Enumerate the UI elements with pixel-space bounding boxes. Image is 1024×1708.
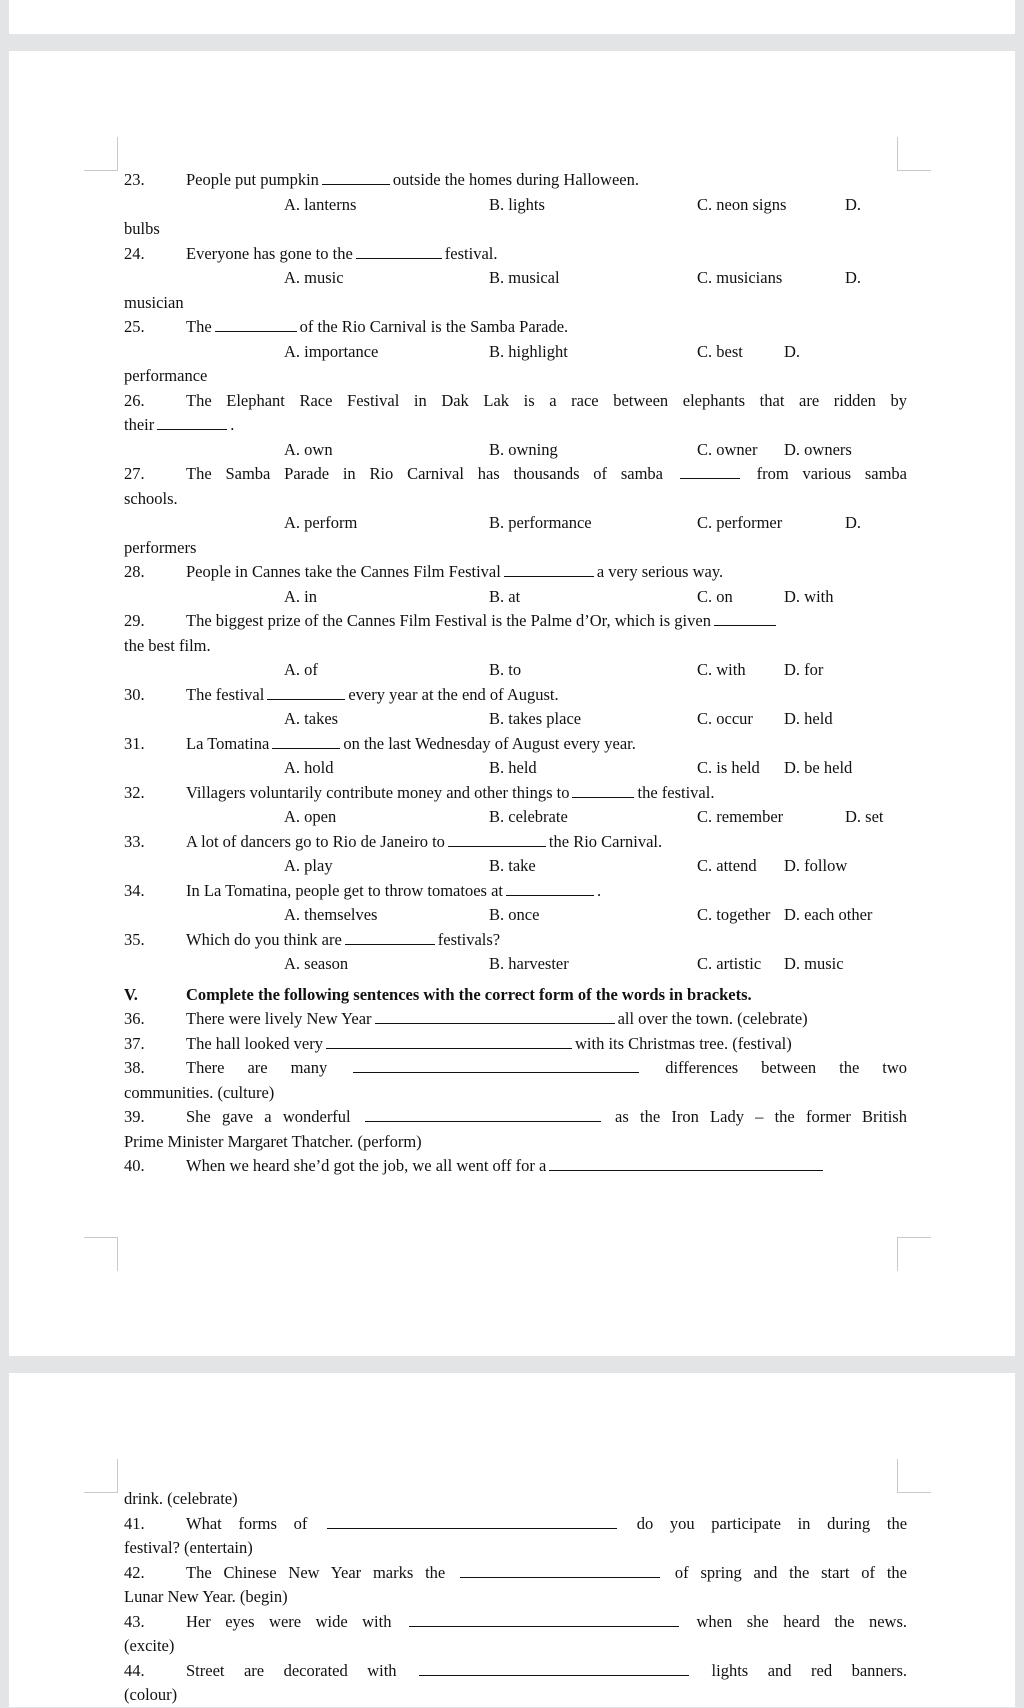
question-text: The Chinese New Year marks the	[186, 1562, 446, 1582]
question-number: 31.	[124, 733, 145, 753]
question-number: 44.	[124, 1660, 145, 1680]
page-content	[124, 1487, 907, 1708]
option-b: B. to	[489, 660, 522, 679]
options-24	[124, 266, 907, 291]
question-text: the festival.	[637, 782, 715, 802]
options-33	[124, 854, 907, 879]
previous-page	[9, 0, 1015, 34]
question-text: of spring and the start of the	[674, 1562, 908, 1582]
answer-blank[interactable]	[448, 831, 546, 847]
question-text: .	[597, 880, 602, 900]
option-a: A. in	[284, 586, 317, 606]
question-39	[124, 1105, 907, 1130]
option-c: C. occur	[697, 709, 753, 728]
question-text: all over the town. (celebrate)	[617, 1009, 808, 1028]
question-text: on the last Wednesday of August every year.	[343, 733, 636, 753]
question-text: festivals?	[437, 929, 501, 949]
question-text: The festival	[186, 684, 265, 704]
option-b: B. at	[489, 586, 521, 606]
option-b: B. highlight	[489, 341, 568, 361]
question-text: She gave a wonderful	[186, 1107, 351, 1126]
options-32	[124, 805, 907, 830]
question-text: .	[230, 415, 235, 434]
section-v-heading	[124, 983, 907, 1008]
options-27	[124, 511, 907, 536]
question-text: People in Cannes take the Cannes Film Festival	[186, 562, 501, 581]
question-text: Villagers voluntarily contribute money and other things to	[186, 782, 570, 802]
option-b: B. lights	[489, 194, 545, 214]
question-text: When we heard she’d got the job, we all went off for a	[186, 1156, 547, 1175]
question-number: 40.	[124, 1156, 145, 1175]
answer-blank[interactable]	[327, 1513, 617, 1529]
answer-blank[interactable]	[409, 1611, 679, 1627]
question-text: every year at the end of August.	[348, 684, 559, 704]
next-page	[9, 1373, 1015, 1707]
option-d: D.	[784, 341, 801, 361]
options-31	[124, 756, 907, 781]
option-c: C. neon signs	[697, 194, 787, 214]
corner-mark-top-left	[84, 1459, 118, 1493]
answer-blank[interactable]	[714, 610, 776, 626]
question-text: Everyone has gone to the	[186, 243, 353, 263]
options-23	[124, 193, 907, 218]
corner-mark-bottom-left	[84, 1237, 118, 1271]
question-text: There were lively New Year	[186, 1009, 372, 1028]
question-27	[124, 462, 907, 487]
option-b: B. held	[489, 758, 537, 777]
answer-blank[interactable]	[272, 733, 340, 749]
question-40-wrap: drink. (celebrate)	[124, 1489, 238, 1508]
question-number: 34.	[124, 880, 145, 900]
answer-blank[interactable]	[549, 1155, 823, 1171]
option-d: D. owners	[784, 439, 852, 459]
option-a: A. season	[284, 954, 349, 973]
question-25	[124, 315, 907, 340]
page-content	[124, 168, 907, 1179]
option-c: C. attend	[697, 856, 757, 875]
option-a: A. hold	[284, 758, 334, 777]
option-c: C. is held	[697, 758, 760, 777]
answer-blank[interactable]	[157, 414, 227, 430]
option-c: C. artistic	[697, 954, 762, 973]
question-44	[124, 1659, 907, 1684]
option-c: C. owner	[697, 439, 758, 459]
answer-blank[interactable]	[504, 561, 594, 577]
option-d-wrap: musician	[124, 292, 184, 312]
option-c: C. remember	[697, 807, 784, 826]
question-30	[124, 683, 907, 708]
question-text: There are many	[186, 1058, 328, 1077]
question-text: outside the homes during Halloween.	[392, 170, 639, 189]
option-d-wrap: performers	[124, 537, 197, 557]
option-d: D. for	[784, 660, 824, 679]
option-d: D. follow	[784, 856, 848, 875]
option-a: A. music	[284, 268, 344, 287]
question-32	[124, 781, 907, 806]
question-text: with its Christmas tree. (festival)	[575, 1033, 792, 1053]
option-d-wrap: performance	[124, 366, 208, 385]
question-38-wrap: communities. (culture)	[124, 1082, 275, 1102]
question-number: 29.	[124, 611, 145, 630]
question-33	[124, 830, 907, 855]
answer-blank[interactable]	[680, 463, 740, 479]
options-28	[124, 585, 907, 610]
option-c: C. performer	[697, 513, 783, 532]
question-text: The	[186, 317, 212, 336]
option-d: D. each other	[784, 905, 873, 924]
option-b: B. take	[489, 856, 536, 875]
option-c: C. with	[697, 660, 746, 679]
option-b: B. takes place	[489, 709, 582, 728]
question-text: Her eyes were wide with	[186, 1611, 392, 1631]
question-number: 23.	[124, 170, 145, 189]
option-d: D.	[845, 194, 862, 214]
question-text: festival.	[444, 243, 498, 263]
option-d: D. music	[784, 954, 844, 973]
corner-mark-top-left	[84, 137, 118, 171]
section-title: Complete the following sentences with the correct form of the words in brackets.	[186, 984, 752, 1004]
question-number: 30.	[124, 684, 145, 704]
option-c: C. on	[697, 586, 733, 606]
question-text: La Tomatina	[186, 733, 270, 753]
option-b: B. musical	[489, 268, 560, 287]
question-text: People put pumpkin	[186, 170, 319, 189]
option-b: B. performance	[489, 513, 592, 532]
question-34	[124, 879, 907, 904]
option-d: D. be held	[784, 758, 853, 777]
option-d: D. set	[845, 807, 884, 826]
option-a: A. importance	[284, 341, 379, 361]
section-number: V.	[124, 984, 138, 1004]
question-text: Street are decorated with	[186, 1660, 397, 1680]
question-text: do you participate in during the	[636, 1513, 908, 1533]
document-page	[9, 51, 1015, 1356]
question-text: from various samba	[756, 464, 907, 483]
corner-mark-bottom-right	[897, 1237, 931, 1271]
option-d: D. with	[784, 586, 834, 606]
options-35	[124, 952, 907, 977]
question-text: A lot of dancers go to Rio de Janeiro to	[186, 831, 445, 851]
question-text: as the Iron Lady – the former British	[615, 1107, 907, 1126]
question-35	[124, 928, 907, 953]
question-text: a very serious way.	[596, 562, 724, 581]
question-text: Which do you think are	[186, 929, 342, 949]
question-26	[124, 389, 907, 414]
answer-blank[interactable]	[215, 316, 297, 332]
question-31	[124, 732, 907, 757]
options-29	[124, 658, 907, 683]
option-a: A. open	[284, 807, 337, 826]
question-text: lights and red banners.	[711, 1660, 908, 1680]
question-number: 35.	[124, 929, 145, 949]
question-number: 39.	[124, 1107, 145, 1126]
option-c: C. best	[697, 341, 743, 361]
options-25	[124, 340, 907, 365]
option-d-wrap: bulbs	[124, 219, 160, 238]
answer-blank[interactable]	[356, 243, 442, 259]
question-text: The Elephant Race Festival in Dak Lak is a race between elephants that are ridden by	[186, 390, 907, 410]
question-37	[124, 1032, 907, 1057]
question-number: 42.	[124, 1562, 145, 1582]
answer-blank[interactable]	[267, 684, 345, 700]
answer-blank[interactable]	[365, 1106, 601, 1122]
question-text: of the Rio Carnival is the Samba Parade.	[299, 317, 569, 336]
question-number: 38.	[124, 1058, 145, 1077]
option-c: C. together	[697, 905, 771, 924]
question-23	[124, 168, 907, 193]
option-b: B. owning	[489, 439, 558, 459]
question-number: 36.	[124, 1009, 145, 1028]
option-d: D. held	[784, 709, 833, 728]
option-d: D.	[845, 268, 862, 287]
option-c: C. musicians	[697, 268, 783, 287]
question-43	[124, 1610, 907, 1635]
question-number: 32.	[124, 782, 145, 802]
question-27-wrap: schools.	[124, 488, 178, 508]
option-d: D.	[845, 513, 862, 532]
options-30	[124, 707, 907, 732]
question-29-wrap: the best film.	[124, 635, 211, 655]
question-44-wrap: (colour)	[124, 1685, 178, 1704]
answer-blank[interactable]	[506, 880, 594, 896]
question-text: The hall looked very	[186, 1033, 323, 1053]
question-number: 28.	[124, 562, 145, 581]
question-41-wrap: festival? (entertain)	[124, 1538, 253, 1557]
option-a: A. takes	[284, 709, 339, 728]
option-a: A. themselves	[284, 905, 378, 924]
question-42-wrap: Lunar New Year. (begin)	[124, 1587, 288, 1606]
question-number: 41.	[124, 1513, 145, 1533]
corner-mark-top-right	[897, 137, 931, 171]
answer-blank[interactable]	[326, 1033, 572, 1049]
question-number: 26.	[124, 390, 145, 410]
option-a: A. perform	[284, 513, 358, 532]
question-43-wrap: (excite)	[124, 1636, 175, 1655]
question-text: The biggest prize of the Cannes Film Festival is the Palme d’Or, which is given	[186, 611, 711, 630]
question-text: What forms of	[186, 1513, 308, 1533]
answer-blank[interactable]	[322, 169, 390, 185]
answer-blank[interactable]	[375, 1008, 615, 1024]
question-29	[124, 609, 907, 634]
option-b: B. celebrate	[489, 807, 568, 826]
options-34	[124, 903, 907, 928]
question-text: their	[124, 415, 155, 434]
option-a: A. own	[284, 439, 333, 459]
question-number: 37.	[124, 1033, 145, 1053]
answer-blank[interactable]	[460, 1562, 660, 1578]
question-26-wrap	[124, 413, 907, 438]
question-28	[124, 560, 907, 585]
question-39-wrap: Prime Minister Margaret Thatcher. (perform)	[124, 1131, 422, 1151]
answer-blank[interactable]	[419, 1660, 689, 1676]
question-38	[124, 1056, 907, 1081]
question-42	[124, 1561, 907, 1586]
question-24	[124, 242, 907, 267]
question-36	[124, 1007, 907, 1032]
option-b: B. once	[489, 905, 540, 924]
option-a: A. of	[284, 660, 318, 679]
options-26	[124, 438, 907, 463]
question-number: 43.	[124, 1611, 145, 1631]
question-text: differences between the two	[665, 1058, 907, 1077]
question-text: when she heard the news.	[696, 1611, 908, 1631]
option-a: A. play	[284, 856, 333, 875]
answer-blank[interactable]	[572, 782, 634, 798]
question-number: 25.	[124, 317, 145, 336]
question-number: 33.	[124, 831, 145, 851]
answer-blank[interactable]	[345, 929, 435, 945]
question-41	[124, 1512, 907, 1537]
question-text: In La Tomatina, people get to throw tomatoes at	[186, 880, 503, 900]
question-40	[124, 1154, 907, 1179]
question-text: the Rio Carnival.	[548, 831, 663, 851]
question-number: 27.	[124, 464, 145, 483]
option-b: B. harvester	[489, 954, 569, 973]
question-text: The Samba Parade in Rio Carnival has thousands of samba	[186, 464, 663, 483]
option-a: A. lanterns	[284, 194, 357, 214]
answer-blank[interactable]	[353, 1057, 639, 1073]
question-number: 24.	[124, 243, 145, 263]
